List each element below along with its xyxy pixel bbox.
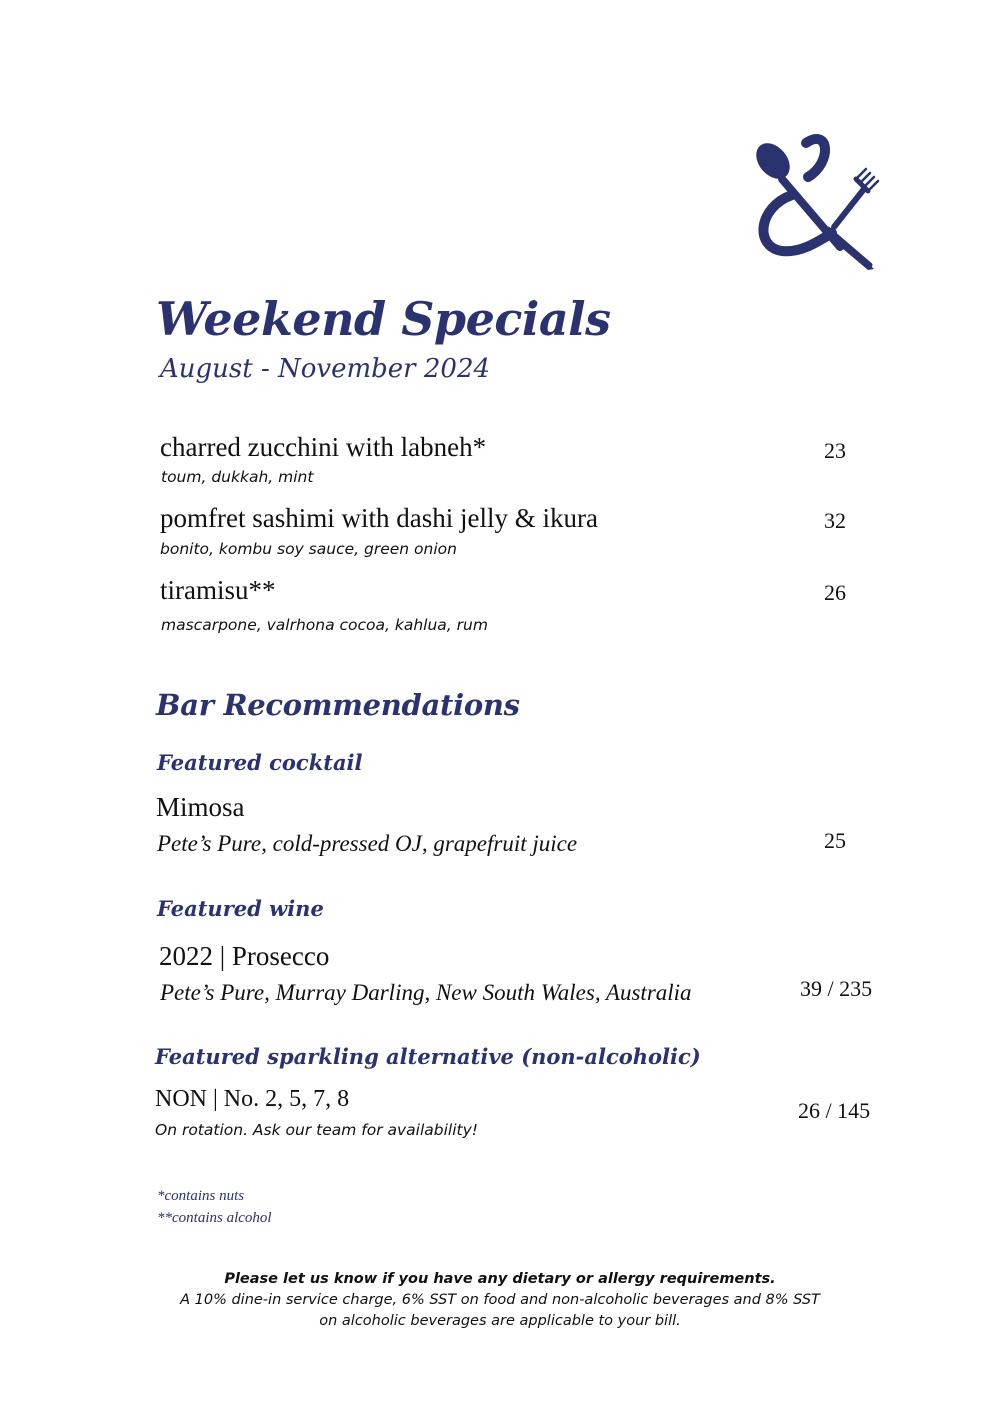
featured-wine-heading: Featured wine: [157, 896, 324, 921]
footnote-nuts: *contains nuts: [157, 1188, 245, 1204]
page-title: Weekend Specials: [156, 292, 611, 346]
bar-section-title: Bar Recommendations: [156, 688, 520, 722]
service-charge-notice-line1: A 10% dine-in service charge, 6% SST on food and non-alcoholic beverages and 8% SST: [180, 1292, 820, 1308]
dietary-notice: Please let us know if you have any dietary or allergy requirements.: [224, 1271, 776, 1287]
cocktail-description: Pete’s Pure, cold-pressed OJ, grapefruit juice: [157, 831, 578, 856]
cocktail-price: 25: [824, 828, 846, 853]
wine-name: 2022 | Prosecco: [159, 941, 330, 971]
special-item-name: pomfret sashimi with dashi jelly & ikura: [160, 503, 598, 533]
featured-non-alcoholic-heading: Featured sparkling alternative (non-alcoholic): [155, 1044, 701, 1069]
ampersand-cutlery-logo-icon: [740, 125, 885, 275]
non-alcoholic-price: 26 / 145: [798, 1098, 871, 1123]
special-item-description: mascarpone, valrhona cocoa, kahlua, rum: [161, 616, 488, 634]
non-alcoholic-name: NON | No. 2, 5, 7, 8: [155, 1086, 350, 1112]
footnote-alcohol: **contains alcohol: [157, 1210, 272, 1226]
service-charge-notice-line2: on alcoholic beverages are applicable to your bill.: [319, 1313, 681, 1329]
cocktail-name: Mimosa: [156, 792, 245, 822]
non-alcoholic-description: On rotation. Ask our team for availability!: [155, 1121, 478, 1139]
wine-description: Pete’s Pure, Murray Darling, New South Wales, Australia: [160, 980, 692, 1005]
featured-cocktail-heading: Featured cocktail: [157, 750, 363, 775]
special-item-price: 23: [824, 438, 846, 463]
special-item-description: bonito, kombu soy sauce, green onion: [160, 540, 457, 558]
special-item-price: 32: [824, 508, 846, 533]
special-item-name: tiramisu**: [160, 575, 276, 605]
special-item-price: 26: [824, 580, 846, 605]
special-item-description: toum, dukkah, mint: [161, 468, 314, 486]
wine-price: 39 / 235: [800, 976, 873, 1001]
special-item-name: charred zucchini with labneh*: [160, 432, 487, 462]
date-range-subtitle: August - November 2024: [160, 354, 491, 384]
